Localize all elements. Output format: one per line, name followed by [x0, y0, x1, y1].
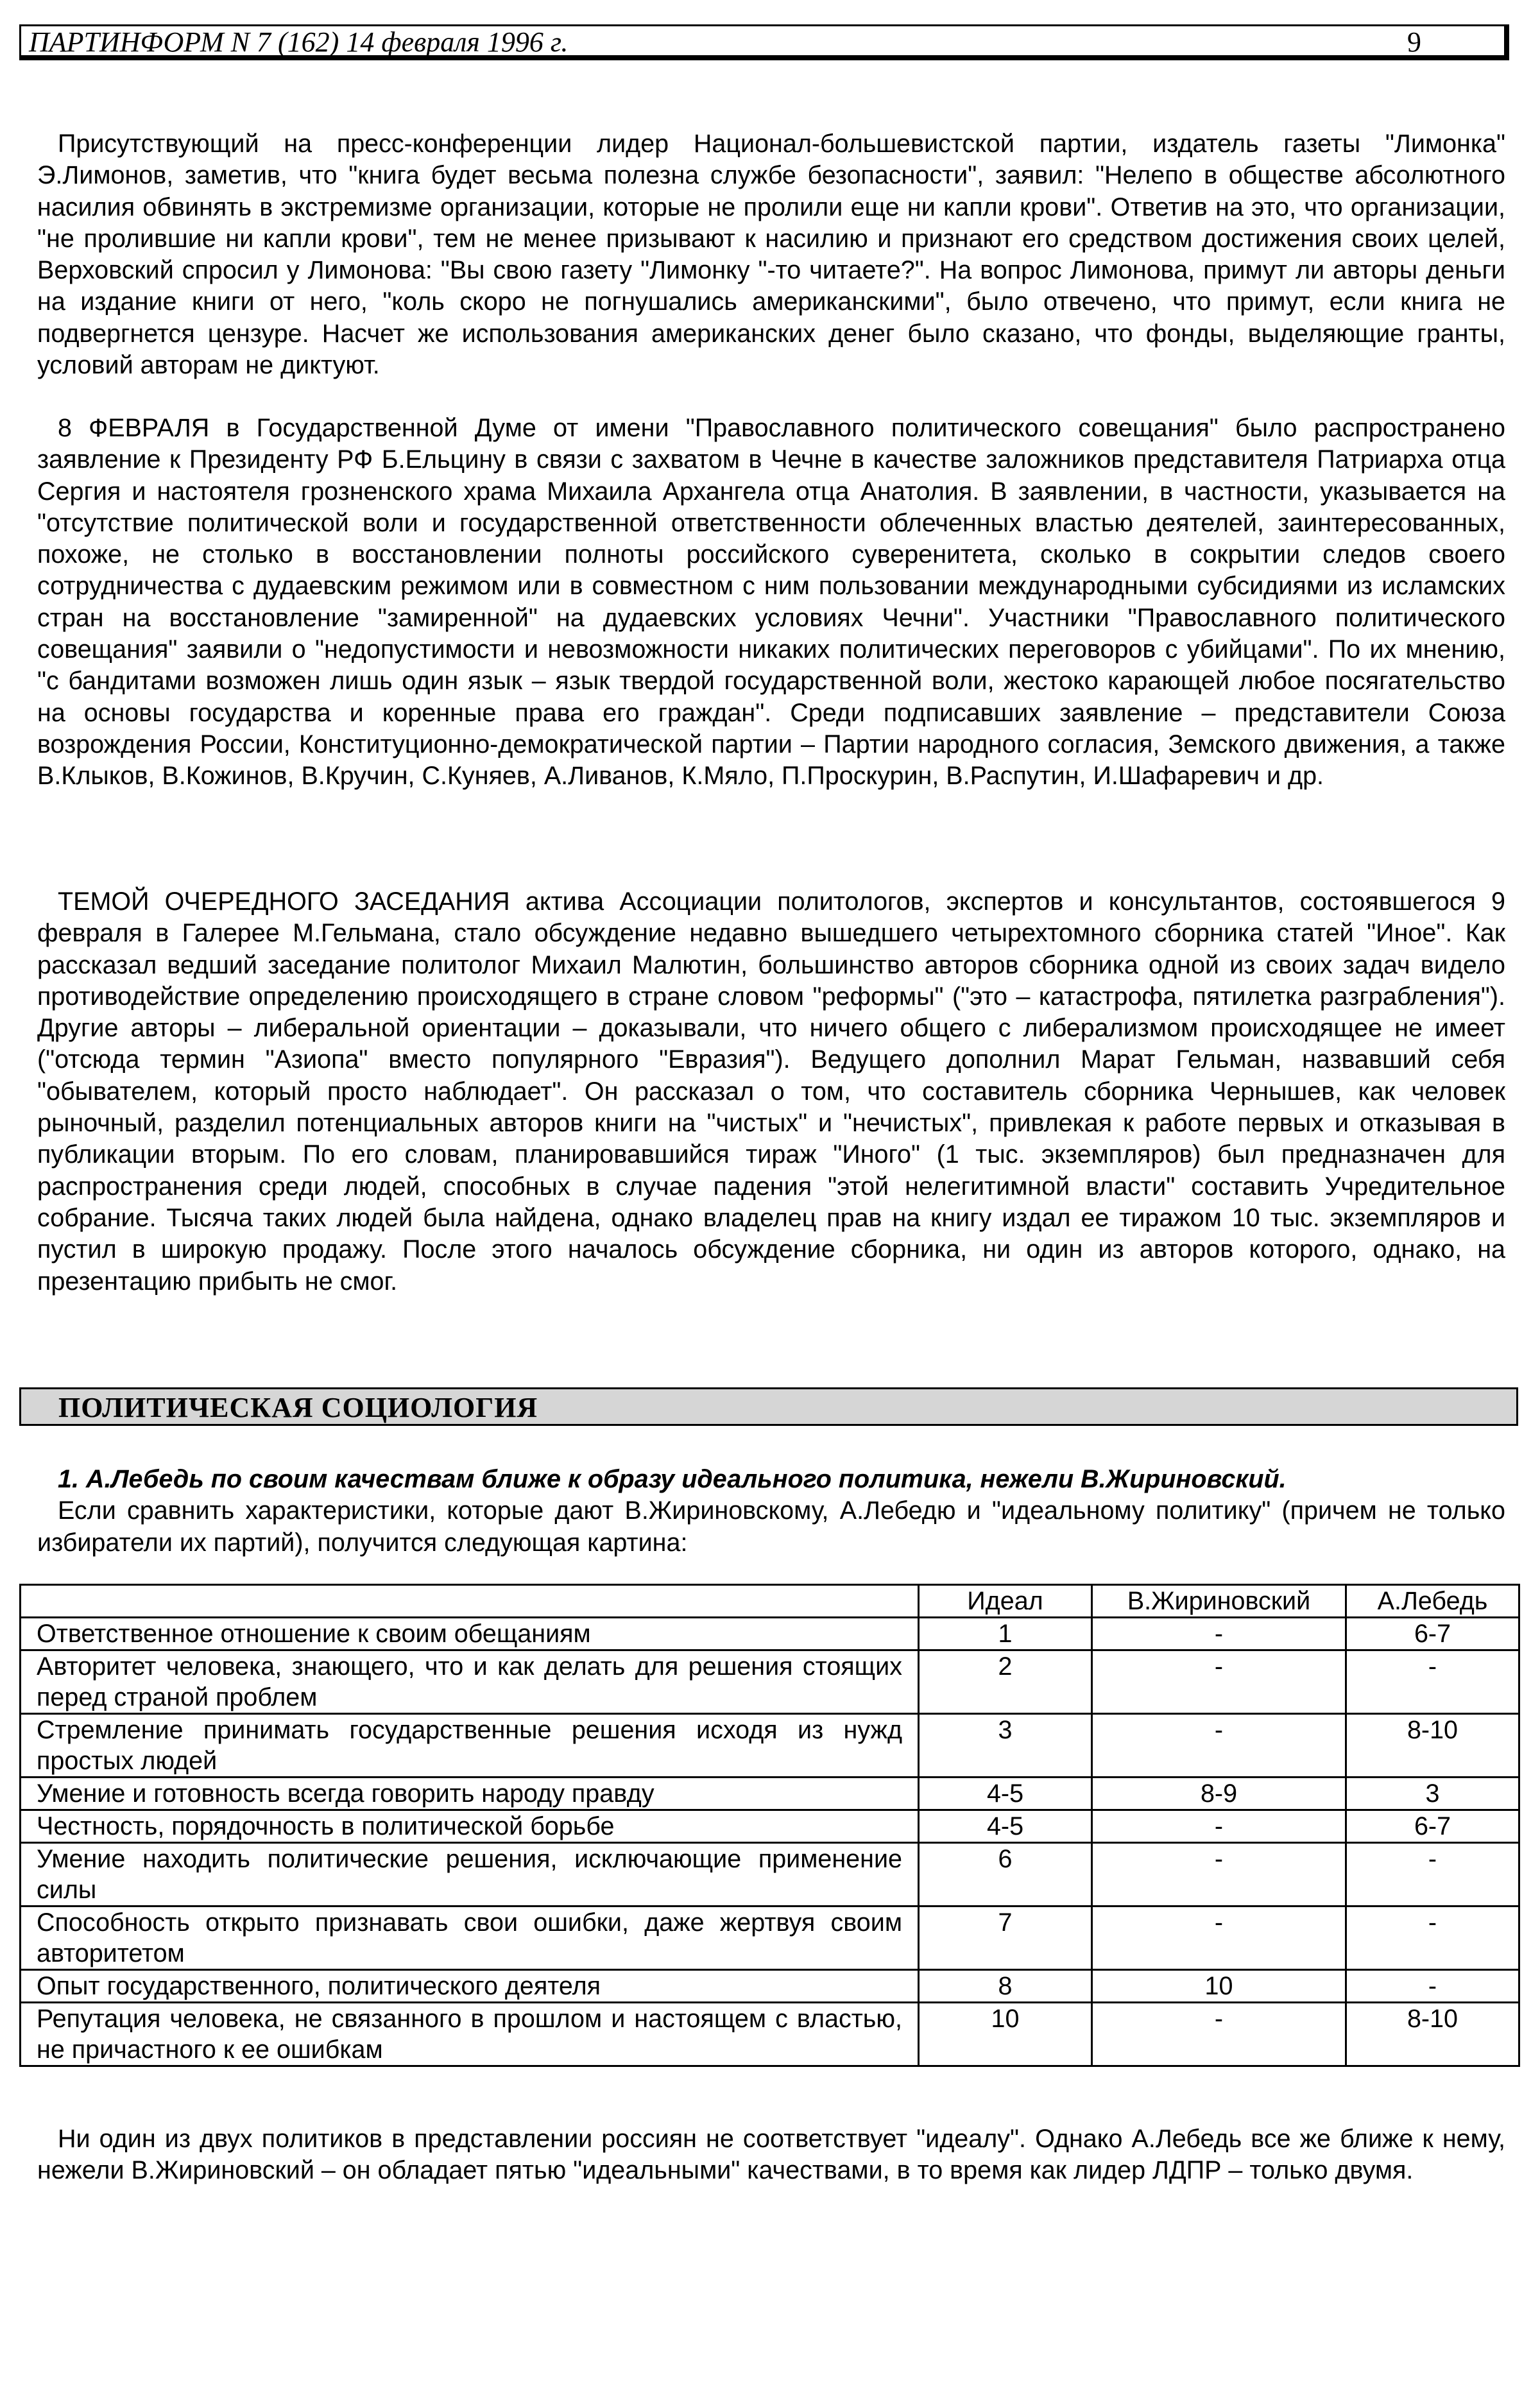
criterion-cell: Авторитет человека, знающего, что и как делать для решения стоящих перед страной проблем — [21, 1650, 919, 1714]
table-row — [21, 1810, 1519, 1843]
value-cell: - — [1346, 1843, 1519, 1906]
value-cell: 7 — [919, 1906, 1092, 1970]
column-header — [21, 1585, 919, 1618]
section-header-bar — [19, 1387, 1518, 1426]
intro-text: Если сравнить характеристики, которые дают В.Жириновскому, А.Лебедю и "идеальному политику" (причем не только избиратели их партий), получится следующая картина: — [37, 1496, 1505, 1557]
page-number: 9 — [1407, 26, 1421, 58]
section-title: ПОЛИТИЧЕСКАЯ СОЦИОЛОГИЯ — [58, 1392, 538, 1423]
criterion-cell: Способность открыто признавать свои ошибки, даже жертвуя своим авторитетом — [21, 1906, 919, 1970]
table-row — [21, 1970, 1519, 2003]
value-cell: - — [1346, 1906, 1519, 1970]
value-cell: - — [1092, 1618, 1346, 1650]
criterion-cell: Честность, порядочность в политической борьбе — [21, 1810, 919, 1843]
value-cell: - — [1092, 1714, 1346, 1778]
value-cell: - — [1092, 1843, 1346, 1906]
paragraph-orthodox-statement — [37, 413, 1505, 793]
value-cell: 6-7 — [1346, 1618, 1519, 1650]
criterion-cell: Опыт государственного, политического деятеля — [21, 1970, 919, 2003]
value-cell: - — [1092, 1810, 1346, 1843]
column-header-lebed: А.Лебедь — [1346, 1585, 1519, 1618]
value-cell: - — [1092, 1650, 1346, 1714]
value-cell: 8-10 — [1346, 1714, 1519, 1778]
value-cell: 8-10 — [1346, 2003, 1519, 2066]
value-cell: 8 — [919, 1970, 1092, 2003]
value-cell: 2 — [919, 1650, 1092, 1714]
value-cell: - — [1346, 1650, 1519, 1714]
publication-title: ПАРТИНФОРМ N 7 (162) 14 февраля 1996 г. — [29, 26, 569, 58]
value-cell: 1 — [919, 1618, 1092, 1650]
value-cell: 4-5 — [919, 1778, 1092, 1810]
table-row — [21, 1650, 1519, 1714]
value-cell: 8-9 — [1092, 1778, 1346, 1810]
table-row — [21, 1843, 1519, 1906]
column-header-ideal: Идеал — [919, 1585, 1092, 1618]
value-cell: - — [1092, 2003, 1346, 2066]
ratings-table — [19, 1584, 1520, 2067]
criterion-cell: Стремление принимать государственные решения исходя из нужд простых людей — [21, 1714, 919, 1778]
table-row — [21, 1714, 1519, 1778]
table-row — [21, 1906, 1519, 1970]
criterion-cell: Репутация человека, не связанного в прошлом и настоящем с властью, не причастного к ее ошибкам — [21, 2003, 919, 2066]
section-intro — [37, 1464, 1505, 1559]
paragraph-text: Присутствующий на пресс-конференции лидер Национал-большевистской партии, издатель газеты "Лимонка" Э.Лимонов, заметив, что "книга будет весьма полезна службе безопасности", заявил: "Нелепо в обществе абсолютного насилия обвинять в экстремизме организации, которые не пролили еще ни капли крови". Ответив на это, что организации, "не пролившие ни капли крови", тем не менее призывают к насилию и признают его средством достижения своих целей, Верховский спросил у Лимонова: "Вы свою газету "Лимонку "-то читаете?". На вопрос Лимонова, примут ли авторы деньги на издание книги от него, "коль скоро не погнушались американскими", было отвечено, что примут, если книга не подвергнется цензуре. Насчет же использования американских денег было сказано, что фонды, выделяющие гранты, условий авторам не диктуют. — [37, 130, 1505, 380]
paragraph-text: ТЕМОЙ ОЧЕРЕДНОГО ЗАСЕДАНИЯ актива Ассоциации политологов, экспертов и консультантов, состоявшегося 9 февраля в Галерее М.Гельмана, стало обсуждение недавно вышедшего четырехтомного сборника статей "Иное". Как рассказал ведший заседание политолог Михаил Малютин, большинство авторов сборника одной из своих задач видело противодействие определению происходящего в стране словом "реформы" ("это – катастрофа, пятилетка разграбления"). Другие авторы – либеральной ориентации – доказывали, что ничего общего с либерализмом происходящее не имеет ("отсюда термин "Азиопа" вместо популярного "Евразия"). Ведущего дополнил Марат Гельман, назвавший себя "обывателем, который просто наблюдает". Он рассказал о том, что составитель сборника Чернышев, как человек рыночный, разделил потенциальных авторов книги на "чистых" и "нечистых", привлекая к работе первых и отказывая в публикации вторым. По его словам, планировавшийся тираж "Иного" (1 тыс. экземпляров) был предназначен для распространения среди людей, способных в случае падения "этой нелегитимной власти" составить Учредительное собрание. Тысяча таких людей была найдена, однако владелец прав на книгу издал ее тиражом 10 тыс. экземпляров и пустил в широкую продажу. После этого началось обсуждение сборника, ни один из авторов которого, однако, на презентацию прибыть не смог. — [37, 887, 1505, 1296]
paragraph-limonov — [37, 128, 1505, 381]
conclusion-text: Ни один из двух политиков в представлении россиян не соответствует "идеалу". Однако А.Лебедь все же ближе к нему, нежели В.Жириновский – он обладает пятью "идеальными" качествами, в то время как лидер ЛДПР – только двумя. — [37, 2125, 1505, 2185]
criterion-cell: Умение и готовность всегда говорить народу правду — [21, 1778, 919, 1810]
table-row — [21, 1618, 1519, 1650]
table-header-row — [21, 1585, 1519, 1618]
criterion-cell: Умение находить политические решения, исключающие применение силы — [21, 1843, 919, 1906]
value-cell: - — [1346, 1970, 1519, 2003]
paragraph-association-meeting — [37, 886, 1505, 1298]
column-header-zhirinovsky: В.Жириновский — [1092, 1585, 1346, 1618]
paragraph-text: 8 ФЕВРАЛЯ в Государственной Думе от имени "Православного политического совещания" было распространено заявление к Президенту РФ Б.Ельцину в связи с захватом в Чечне в качестве заложников представителя Патриарха отца Сергия и настоятеля грозненского храма Михаила Архангела отца Анатолия. В заявлении, в частности, указывается на "отсутствие политической воли и государственной ответственности облеченных властью деятелей, заинтересованных, похоже, не столько в восстановлении полноты российского суверенитета, сколько в сокрытии следов своего сотрудничества с дудаевским режимом или в совместном с ним пользовании международными субсидиями из исламских стран на восстановление "замиренной" на дудаевских условиях Чечни". Участники "Православного политического совещания" заявили о "недопустимости и невозможности никаких политических переговоров с убийцами". По их мнению, "с бандитами возможен лишь один язык – язык твердой государственной воли, жестоко карающей любое посягательство на основы государства и коренные права его граждан". Среди подписавших заявление – представители Союза возрождения России, Конституционно-демократической партии – Партии народного согласия, Земского движения, а также В.Клыков, В.Кожинов, В.Кручин, С.Куняев, А.Ливанов, К.Мяло, П.Проскурин, В.Распутин, И.Шафаревич и др. — [37, 414, 1505, 791]
table-row — [21, 2003, 1519, 2066]
table-row — [21, 1778, 1519, 1810]
value-cell: 3 — [919, 1714, 1092, 1778]
value-cell: - — [1092, 1906, 1346, 1970]
value-cell: 10 — [919, 2003, 1092, 2066]
criterion-cell: Ответственное отношение к своим обещаниям — [21, 1618, 919, 1650]
value-cell: 6 — [919, 1843, 1092, 1906]
value-cell: 3 — [1346, 1778, 1519, 1810]
page-header — [19, 24, 1509, 60]
value-cell: 10 — [1092, 1970, 1346, 2003]
article-heading: 1. А.Лебедь по своим качествам ближе к образу идеального политика, нежели В.Жириновский. — [58, 1465, 1287, 1493]
conclusion-paragraph — [37, 2123, 1505, 2187]
value-cell: 4-5 — [919, 1810, 1092, 1843]
value-cell: 6-7 — [1346, 1810, 1519, 1843]
